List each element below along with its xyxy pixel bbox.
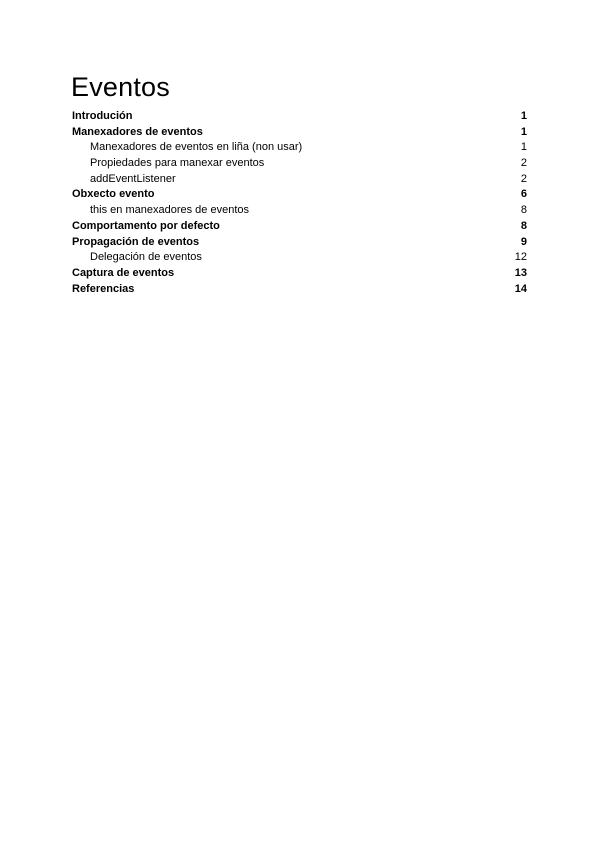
table-of-contents <box>72 109 527 297</box>
toc-subentry-page-number: 1 <box>520 141 527 154</box>
toc-entry[interactable] <box>72 282 527 298</box>
toc-entry[interactable] <box>72 125 527 141</box>
toc-subentry[interactable] <box>72 203 527 219</box>
toc-entry[interactable] <box>72 266 527 282</box>
toc-subentry-label: Propiedades para manexar eventos <box>90 157 265 170</box>
toc-subentry-page-number: 8 <box>520 204 527 217</box>
document-title: Eventos <box>71 72 170 102</box>
toc-entry-label: Manexadores de eventos <box>72 125 203 138</box>
toc-entry-page-number: 1 <box>520 125 527 138</box>
toc-subentry-page-number: 12 <box>514 251 527 264</box>
toc-subentry-label: addEventListener <box>90 172 176 185</box>
toc-entry-page-number: 6 <box>520 188 527 201</box>
toc-entry-label: Introdución <box>72 110 133 122</box>
toc-subentry-page-number: 2 <box>520 172 527 185</box>
toc-entry[interactable] <box>72 187 527 203</box>
toc-entry-page-number: 1 <box>520 110 527 122</box>
toc-entry-label: Captura de eventos <box>72 266 175 279</box>
toc-subentry-label: Delegación de eventos <box>90 251 202 264</box>
toc-entry[interactable] <box>72 235 527 251</box>
toc-entry-label: Referencias <box>72 282 135 295</box>
toc-entry[interactable] <box>72 109 527 125</box>
toc-entry-label: Comportamento por defecto <box>72 219 220 232</box>
toc-subentry[interactable] <box>72 140 527 156</box>
toc-subentry-page-number: 2 <box>520 157 527 170</box>
toc-subentry-label: Manexadores de eventos en liña (non usar) <box>90 141 303 154</box>
toc-entry-label: Obxecto evento <box>72 188 155 201</box>
toc-subentry[interactable] <box>72 250 527 266</box>
toc-subentry[interactable] <box>72 156 527 172</box>
toc-entry-page-number: 13 <box>514 266 527 279</box>
toc-entry-page-number: 14 <box>514 282 527 295</box>
toc-entry-page-number: 8 <box>520 219 527 232</box>
toc-entry-label: Propagación de eventos <box>72 235 200 248</box>
toc-entry-page-number: 9 <box>520 235 527 248</box>
toc-subentry[interactable] <box>72 172 527 188</box>
toc-subentry-label: this en manexadores de eventos <box>90 204 249 217</box>
toc-entry[interactable] <box>72 219 527 235</box>
